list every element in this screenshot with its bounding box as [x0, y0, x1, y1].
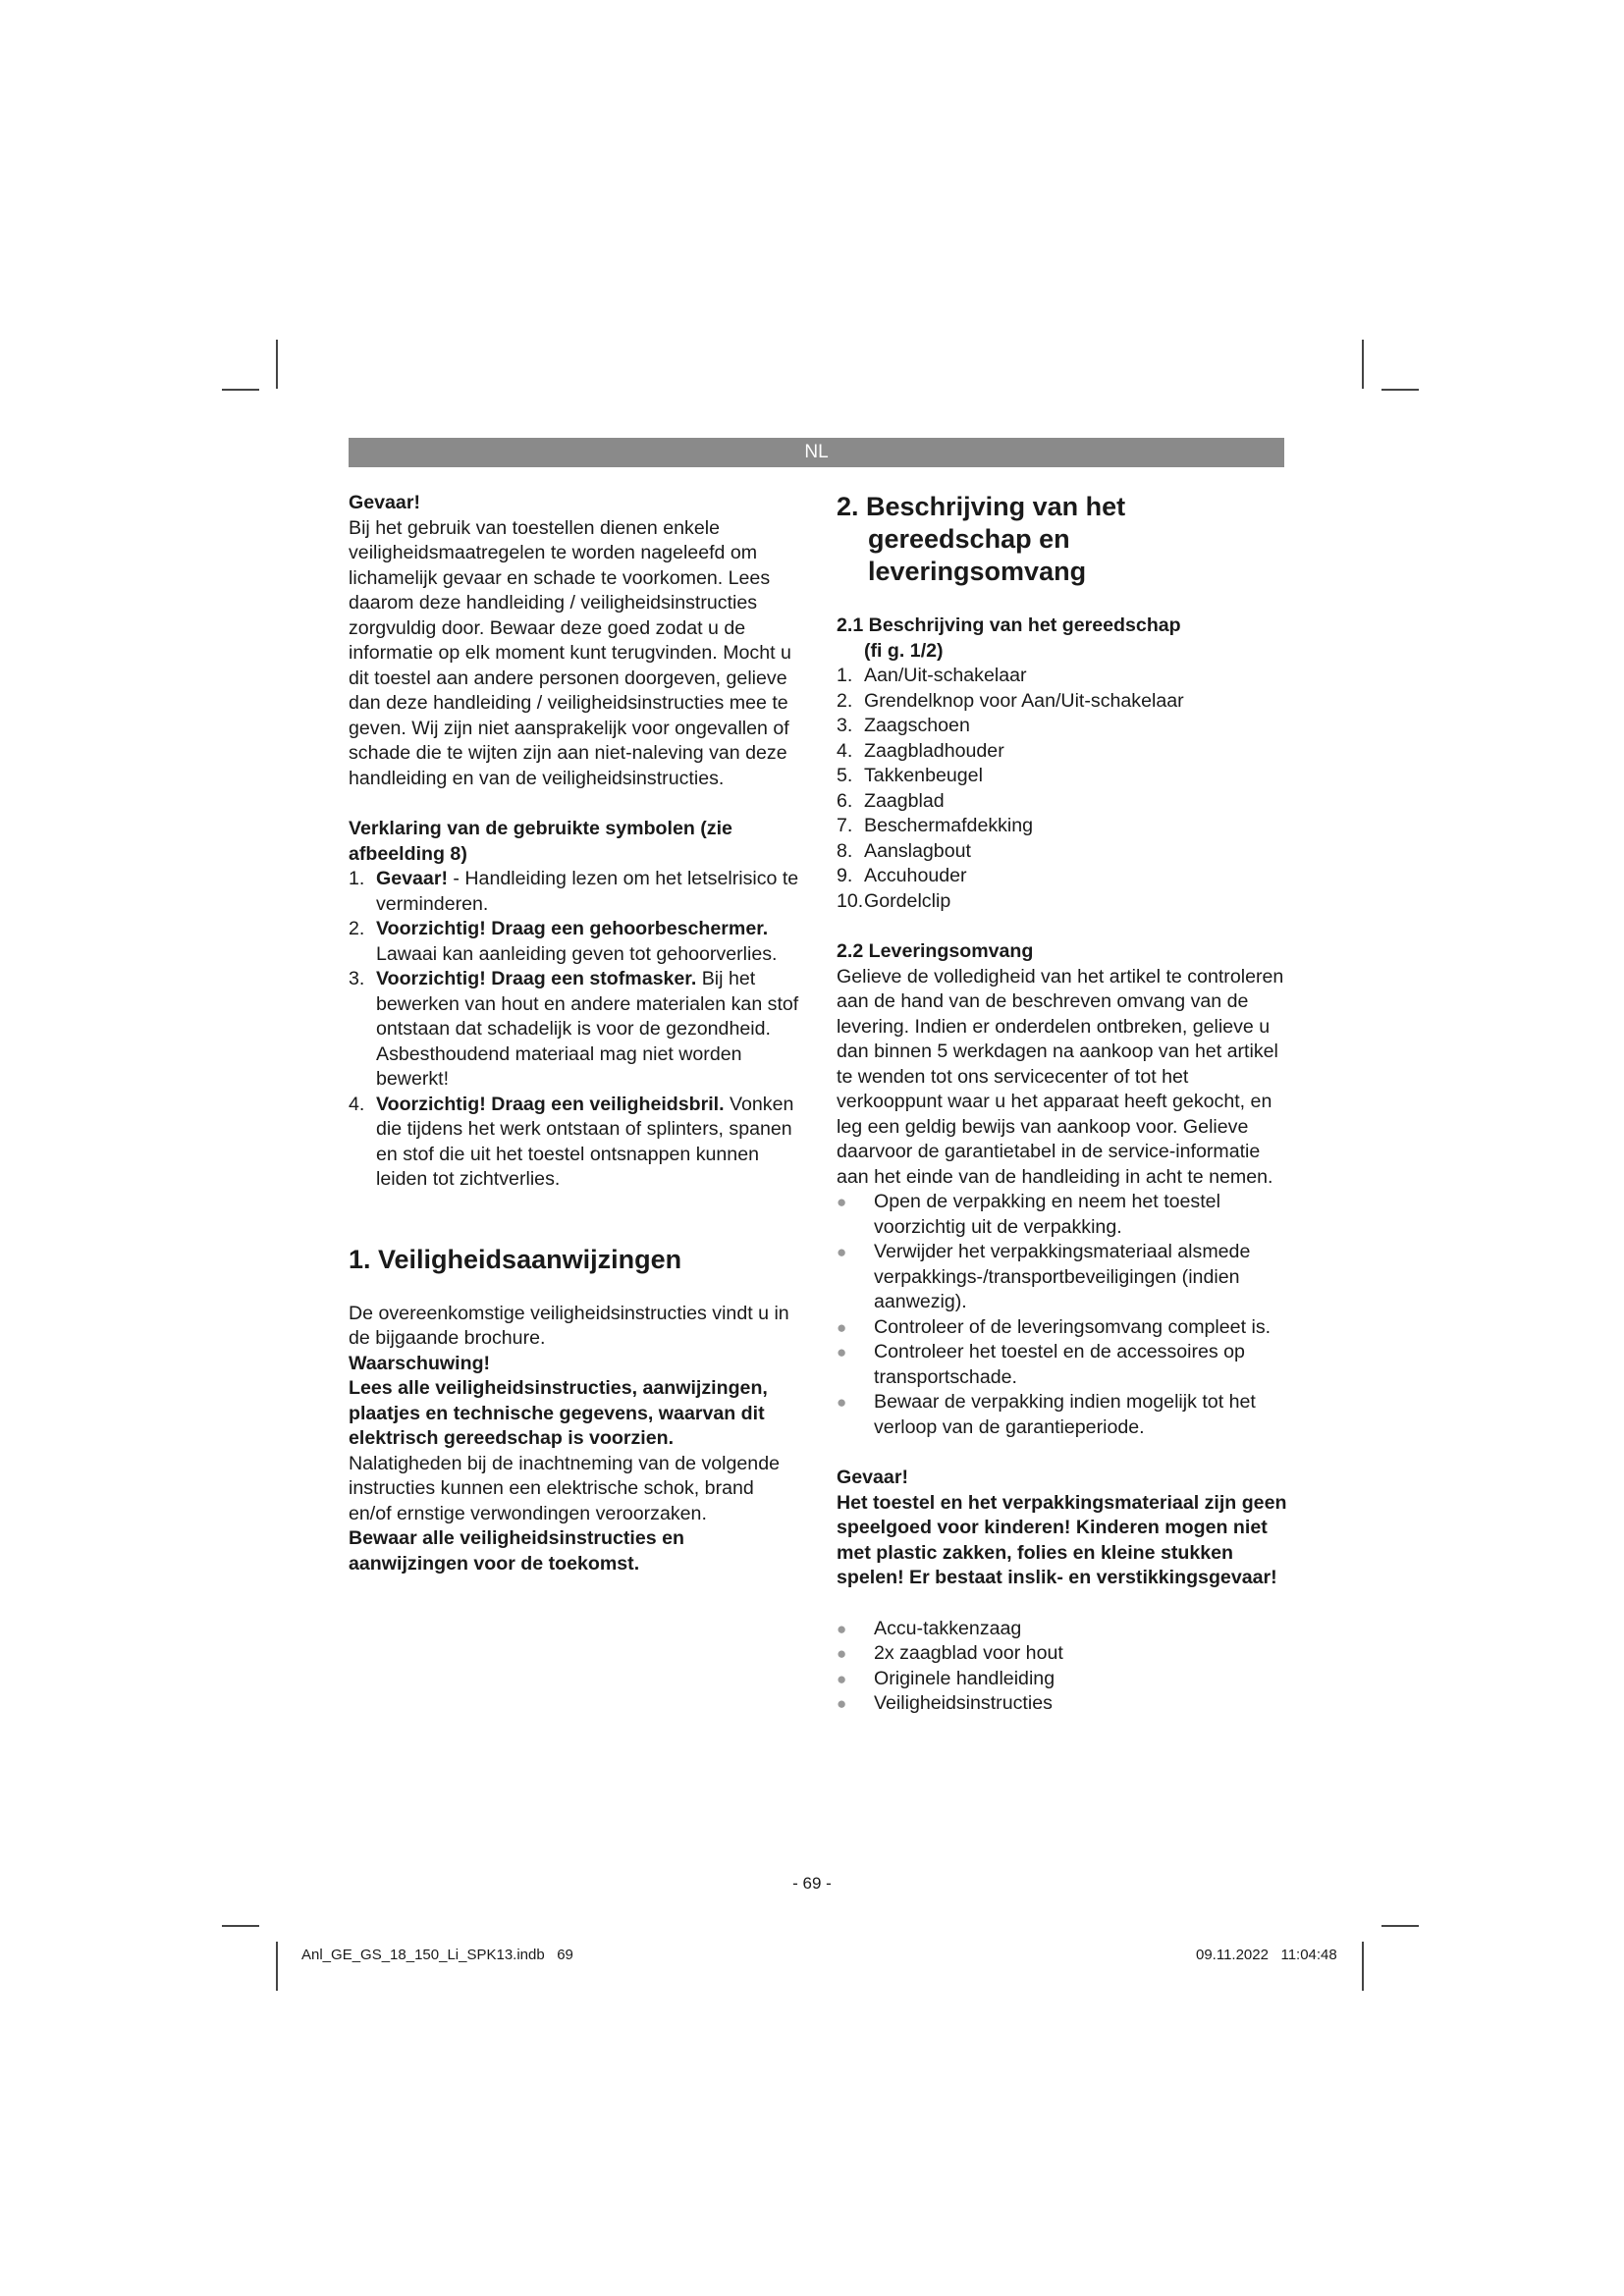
section-2-title: 2. Beschrijving van het gereedschap en leveringsomvang [837, 492, 1126, 586]
symbol-item: 4. Voorzichtig! Draag een veiligheidsbril. Vonken die tijdens het werk ontstaan of splinters, spanen en stof die uit het toestel ontsnappen kunnen leiden tot zichtverlies. [349, 1093, 794, 1190]
sub-2-1-title: 2.1 Beschrijving van het gereedschap [837, 614, 1181, 636]
danger-title-right: Gevaar! [837, 1467, 908, 1488]
part-item: 4. Zaagbladhouder [837, 739, 1004, 762]
part-item: 3. Zaagschoen [837, 715, 970, 736]
part-item: 8. Aanslagbout [837, 839, 971, 862]
part-item: 5. Takkenbeugel [837, 765, 983, 786]
contents-item: ● Originele handleiding [837, 1667, 1056, 1689]
language-label: NL [804, 442, 829, 462]
sub-2-2-text: Gelieve de volledigheid van het artikel te controleren aan de hand van de beschreven omvang van de levering. Indien er onderdelen ontbreken, gelieve u dan binnen 5 werkdagen na aankoop van het artikel te wenden tot ons servicecenter of tot het verkooppunt waar u het apparaat heeft gekocht, en leg een geldig bewijs van aankoop voor. Gelieve daarvoor de garantietabel in de service-informatie aan het einde van de handleiding in acht te nemen. [837, 965, 1284, 1188]
footer-datetime: 09.11.2022 11:04:48 [1196, 1947, 1337, 1963]
part-item: 7. Beschermafdekking [837, 815, 1034, 836]
symbols-title: Verklaring van de gebruikte symbolen (zie afbeelding 8) [349, 818, 732, 865]
left-column [349, 491, 800, 1576]
sub-2-2-title: 2.2 Leveringsomvang [837, 940, 1034, 962]
step-item: ● Controleer het toestel en de accessoires op transportschade. [837, 1341, 1245, 1388]
symbol-item: 2. Voorzichtig! Draag een gehoorbeschermer. Lawaai kan aanleiding geven tot gehoorverlies. [349, 918, 778, 965]
crop-mark [276, 1942, 278, 1991]
right-column [837, 491, 1288, 1717]
crop-mark [1362, 340, 1364, 389]
crop-mark [222, 389, 259, 391]
crop-mark [1362, 1942, 1364, 1991]
part-item: 10. Gordelclip [837, 889, 951, 912]
language-header-bar [349, 438, 1284, 467]
step-item: ● Controleer of de leveringsomvang compleet is. [837, 1315, 1272, 1338]
step-item: ● Bewaar de verpakking indien mogelijk tot het verloop van de garantieperiode. [837, 1391, 1256, 1438]
symbol-item: 3. Voorzichtig! Draag een stofmasker. Bij het bewerken van hout en andere materialen kan stof ontstaan dat schadelijk is voor de gezondheid. Asbesthoudend materiaal mag niet worden bewerkt! [349, 968, 799, 1090]
symbols-list [349, 867, 800, 1193]
crop-mark [276, 340, 278, 389]
crop-mark [1381, 389, 1419, 391]
step-item: ● Verwijder het verpakkingsmateriaal alsmede verpakkings-/transportbeveiligingen (indien aanwezig). [837, 1241, 1251, 1312]
section-1-intro: De overeenkomstige veiligheidsinstructies vindt u in de bijgaande brochure. [349, 1302, 789, 1349]
danger-bold-right: Het toestel en het verpakkingsmateriaal zijn geen speelgoed voor kinderen! Kinderen mogen niet met plastic zakken, folies en kleine stukken spelen! Er bestaat inslik- en verstikkingsgevaar! [837, 1491, 1287, 1588]
part-item: 1. Aan/Uit-schakelaar [837, 665, 1027, 686]
contents-item: ● Veiligheidsinstructies [837, 1692, 1053, 1714]
warning-text: Nalatigheden bij de inachtneming van de volgende instructies kunnen een elektrische schok, brand en/of ernstige verwondingen veroorzaken. [349, 1452, 781, 1524]
sub-2-1-fig: (fi g. 1/2) [864, 639, 944, 662]
section-1-title: 1. Veiligheidsaanwijzingen [349, 1244, 682, 1274]
part-item: 6. Zaagblad [837, 789, 945, 812]
footer-file: Anl_GE_GS_18_150_Li_SPK13.indb 69 [301, 1947, 573, 1963]
part-item: 9. Accuhouder [837, 865, 967, 886]
symbol-item: 1. Gevaar! - Handleiding lezen om het letselrisico te verminderen. [349, 868, 799, 915]
unpacking-steps [837, 1190, 1288, 1440]
page-number: - 69 - [792, 1874, 832, 1893]
contents-item: ● 2x zaagblad voor hout [837, 1642, 1063, 1664]
warning-bold: Lees alle veiligheidsinstructies, aanwijzingen, plaatjes en technische gegevens, waarvan dit elektrisch gereedschap is voorzien. [349, 1377, 768, 1449]
parts-list [837, 664, 1288, 914]
contents-list [837, 1617, 1288, 1717]
warning-title: Waarschuwing! [349, 1352, 491, 1374]
part-item: 2. Grendelknop voor Aan/Uit-schakelaar [837, 689, 1184, 712]
crop-mark [222, 1925, 259, 1927]
crop-mark [1381, 1925, 1419, 1927]
step-item: ● Open de verpakking en neem het toestel voorzichtig uit de verpakking. [837, 1191, 1220, 1238]
contents-item: ● Accu-takkenzaag [837, 1617, 1022, 1639]
danger-title: Gevaar! [349, 492, 420, 513]
warning-keep: Bewaar alle veiligheidsinstructies en aanwijzingen voor de toekomst. [349, 1527, 684, 1575]
danger-text: Bij het gebruik van toestellen dienen enkele veiligheidsmaatregelen te worden nageleefd om lichamelijk gevaar en schade te voorkomen. Lees daarom deze handleiding / veiligheidsinstructies zorgvuldig door. Bewaar deze goed zodat u de informatie op elk moment kunt terugvinden. Mocht u dit toestel aan andere personen doorgeven, gelieve dan deze handleiding / veiligheidsinstructies mee te geven. Wij zijn niet aansprakelijk voor ongevallen of schade die te wijten zijn aan niet-naleving van deze handleiding en van de veiligheidsinstructies. [349, 516, 791, 789]
